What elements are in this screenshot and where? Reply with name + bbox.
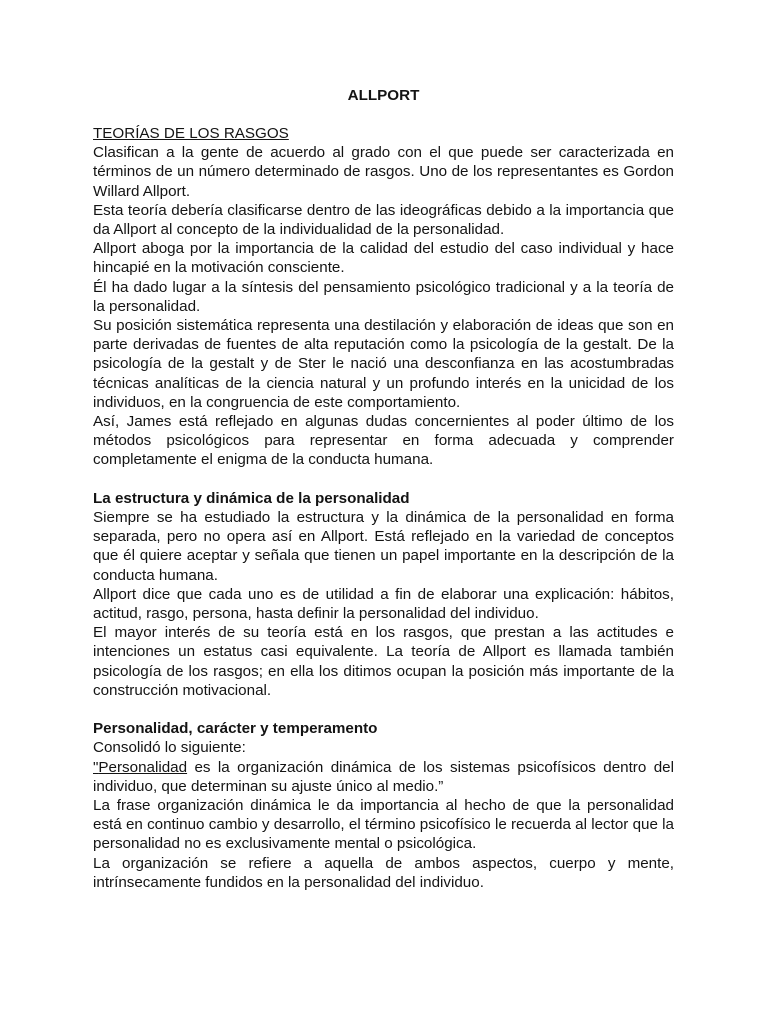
paragraph: El mayor interés de su teoría está en los rasgos, que prestan a las actitudes e intenciones un estatus casi equivalente. La teoría de Allport es llamada también psicología de los rasgos; en ella los ditimos ocupan la posición más importante de la construcción motivacional. [93,624,674,699]
paragraph: Su posición sistemática representa una destilación y elaboración de ideas que son en parte derivadas de fuentes de alta reputación como la psicología de la gestalt. De la psicología de la gestalt y de Ster le nació una desconfianza en las acostumbradas técnicas analíticas de la ciencia natural y un profundo interés en la unicidad de los individuos, en la congruencia de este comportamiento. [93,317,674,411]
quote-term: Personalidad [98,758,188,776]
paragraph: Así, James está reflejado en algunas dudas concernientes al poder último de los métodos psicológicos para representar en forma adecuada y comprender completamente el enigma de la conducta humana. [93,413,674,469]
document-title: ALLPORT [347,87,420,104]
definition-quote [93,758,674,796]
paragraph: La organización se refiere a aquella de ambos aspectos, cuerpo y mente, intrínsecamente fundidos en la personalidad del individuo. [93,854,674,891]
section-teorias [93,124,674,470]
section-heading-personalidad: Personalidad, carácter y temperamento [93,720,378,738]
paragraph: Allport aboga por la importancia de la calidad del estudio del caso individual y hace hincapié en la motivación consciente. [93,240,674,277]
paragraph: Siempre se ha estudiado la estructura y la dinámica de la personalidad en forma separada, pero no opera así en Allport. Está reflejado en la variedad de conceptos que él quiere aceptar y señala que tienen un papel importante en la descripción de la conducta humana. [93,509,674,584]
paragraph: Esta teoría debería clasificarse dentro de las ideográficas debido a la importancia que da Allport al concepto de la individualidad de la personalidad. [93,201,674,239]
section-heading-teorias: TEORÍAS DE LOS RASGOS [93,125,289,142]
section-heading-estructura: La estructura y dinámica de la personalidad [93,489,410,507]
section-personalidad [93,719,674,892]
quote-open: " [93,758,99,776]
paragraph: Allport dice que cada uno es de utilidad a fin de elaborar una explicación: hábitos, actitud, rasgo, persona, hasta definir la personalidad del individuo. [93,585,674,623]
intro-line: Consolidó lo siguiente: [93,739,246,757]
spacer [93,470,674,489]
paragraph: Clasifican a la gente de acuerdo al grado con el que puede ser caracterizada en términos de un número determinado de rasgos. Uno de los representantes es Gordon Willard Allport. [93,144,674,200]
document-page [93,86,674,892]
paragraph: Él ha dado lugar a la síntesis del pensamiento psicológico tradicional y a la teoría de la personalidad. [93,278,674,315]
paragraph: La frase organización dinámica le da importancia al hecho de que la personalidad está en continuo cambio y desarrollo, el término psicofísico le recuerda al lector que la personalidad no es exclusivamente mental o psicológica. [93,797,674,853]
spacer [93,700,674,719]
section-estructura [93,489,674,700]
quote-rest: es la organización dinámica de los sistemas psicofísicos dentro del individuo, que determinan su ajuste único al medio.” [93,758,674,795]
